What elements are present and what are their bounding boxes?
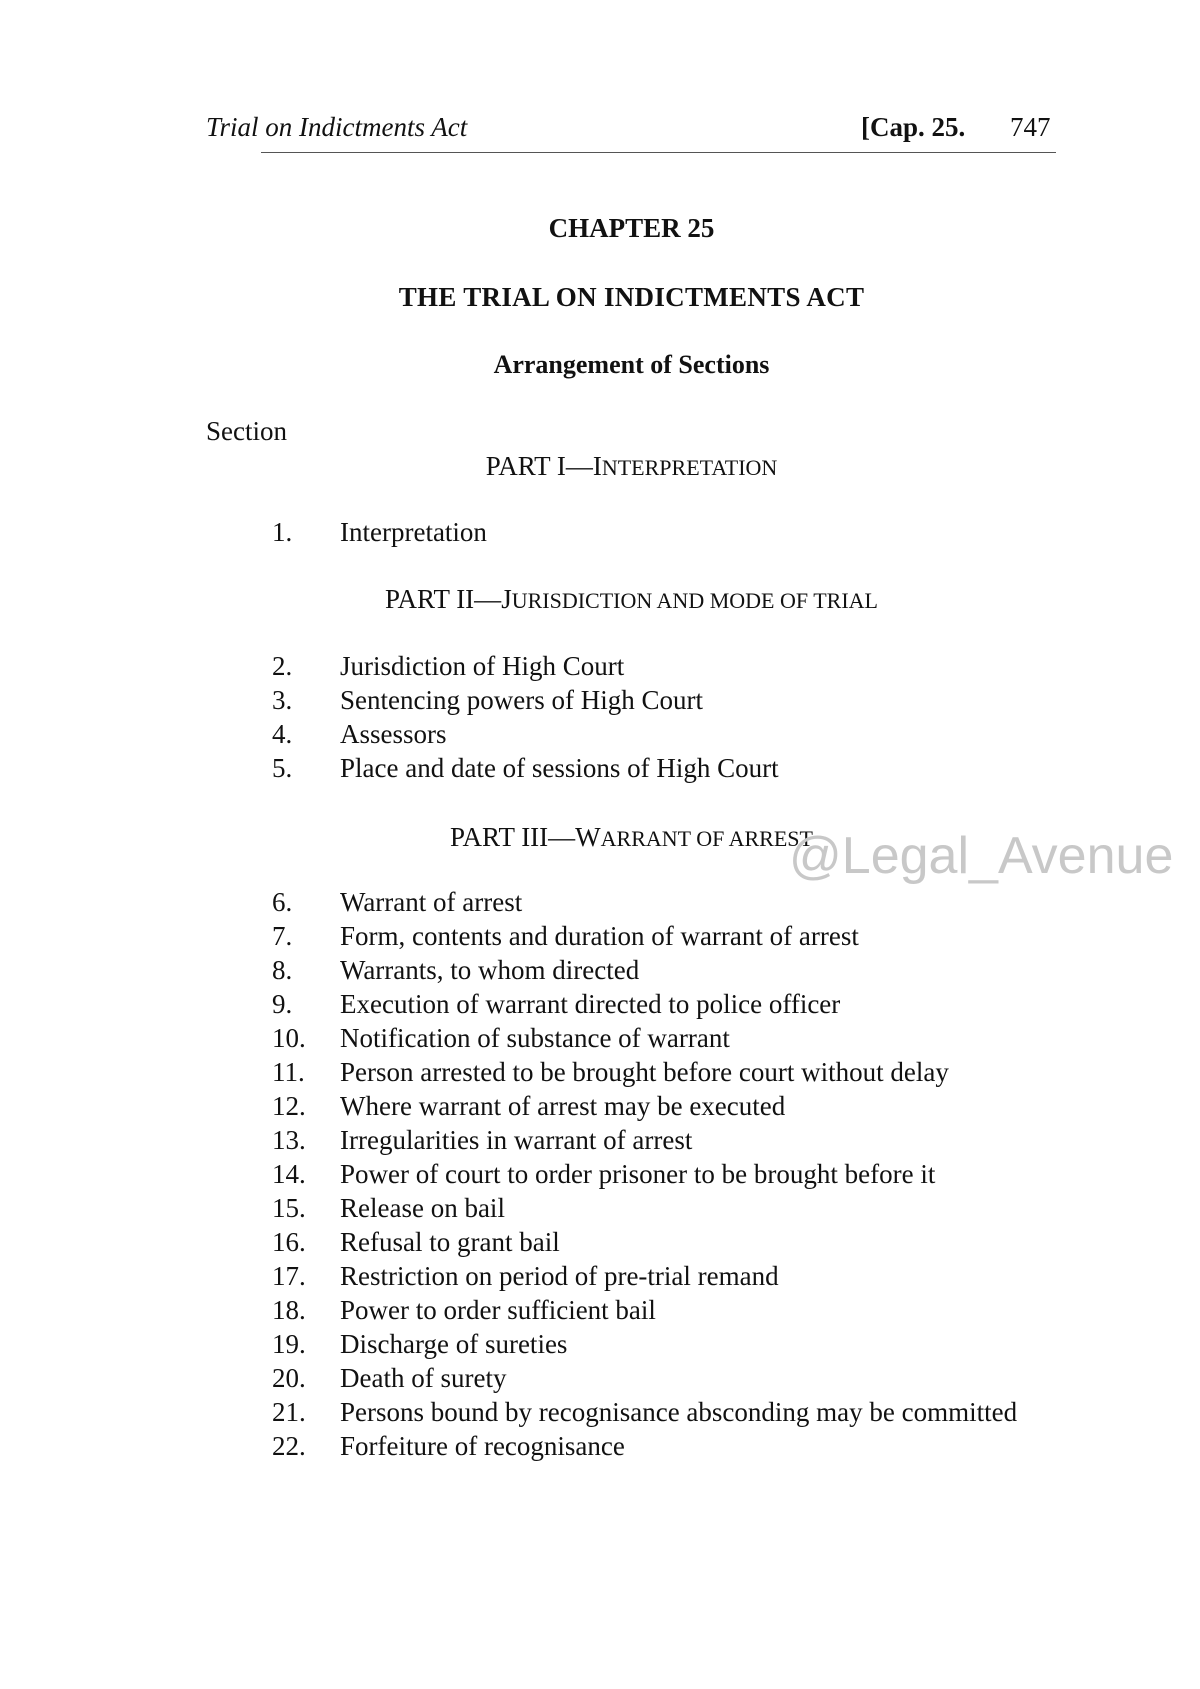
section-title: Power to order sufficient bail (340, 1295, 656, 1325)
section-number: 9. (272, 989, 293, 1019)
section-title: Warrant of arrest (340, 887, 523, 917)
arrangement-heading: Arrangement of Sections (493, 350, 770, 379)
section-title: Place and date of sessions of High Court (340, 753, 779, 783)
section-title: Persons bound by recognisance absconding may be committed (340, 1397, 1018, 1427)
part-heading (0, 451, 1200, 482)
section-number: 17. (272, 1261, 306, 1291)
section-title: Notification of substance of warrant (340, 1023, 730, 1053)
section-number: 7. (272, 921, 293, 951)
section-number: 2. (272, 651, 293, 681)
section-title: Person arrested to be brought before court without delay (340, 1057, 949, 1087)
page-number: 747 (1010, 112, 1051, 142)
section-number: 6. (272, 887, 293, 917)
part-prefix: PART II— (385, 584, 502, 614)
section-number: 10. (272, 1023, 306, 1053)
section-title: Assessors (340, 719, 447, 749)
act-title: THE TRIAL ON INDICTMENTS ACT (398, 282, 865, 312)
section-number: 15. (272, 1193, 306, 1223)
section-number: 18. (272, 1295, 306, 1325)
section-title: Jurisdiction of High Court (340, 651, 625, 681)
part-title-initial: J (501, 584, 512, 614)
section-column-label: Section (206, 416, 287, 446)
watermark: @Legal_Avenue (789, 827, 1174, 885)
section-number: 1. (272, 517, 293, 547)
part-prefix: PART III— (450, 822, 576, 852)
section-title: Sentencing powers of High Court (340, 685, 703, 715)
section-title: Irregularities in warrant of arrest (340, 1125, 693, 1155)
section-number: 21. (272, 1397, 306, 1427)
section-title: Power of court to order prisoner to be brought before it (340, 1159, 936, 1189)
section-number: 3. (272, 685, 293, 715)
section-title: Restriction on period of pre-trial remand (340, 1261, 779, 1291)
section-number: 22. (272, 1431, 306, 1461)
section-number: 8. (272, 955, 293, 985)
part-title-rest: NTERPRETATION (601, 455, 778, 480)
part-title-rest: URISDICTION AND MODE OF TRIAL (511, 588, 878, 613)
running-header (206, 112, 1056, 152)
section-title: Refusal to grant bail (340, 1227, 560, 1257)
header-rule (261, 152, 1056, 153)
chapter-heading: CHAPTER 25 (548, 213, 715, 243)
part-title-rest: ARRANT OF ARREST (600, 826, 813, 851)
section-title: Death of surety (340, 1363, 507, 1393)
section-title: Forfeiture of recognisance (340, 1431, 625, 1461)
part-prefix: PART I— (485, 451, 593, 481)
running-title: Trial on Indictments Act (206, 112, 468, 142)
section-number: 20. (272, 1363, 306, 1393)
part-heading (0, 584, 1200, 615)
section-number: 14. (272, 1159, 306, 1189)
section-number: 19. (272, 1329, 306, 1359)
section-number: 13. (272, 1125, 306, 1155)
section-number: 4. (272, 719, 293, 749)
section-title: Execution of warrant directed to police officer (340, 989, 841, 1019)
chapter-reference: [Cap. 25. (861, 112, 966, 142)
section-number: 12. (272, 1091, 306, 1121)
section-title: Release on bail (340, 1193, 505, 1223)
section-title: Interpretation (340, 517, 487, 547)
section-title: Where warrant of arrest may be executed (340, 1091, 786, 1121)
section-number: 16. (272, 1227, 306, 1257)
section-title: Form, contents and duration of warrant of arrest (340, 921, 859, 951)
part-title-initial: W (575, 822, 601, 852)
section-number: 5. (272, 753, 293, 783)
section-title: Warrants, to whom directed (340, 955, 640, 985)
section-number: 11. (272, 1057, 305, 1087)
section-title: Discharge of sureties (340, 1329, 568, 1359)
part-title-initial: I (592, 451, 602, 481)
